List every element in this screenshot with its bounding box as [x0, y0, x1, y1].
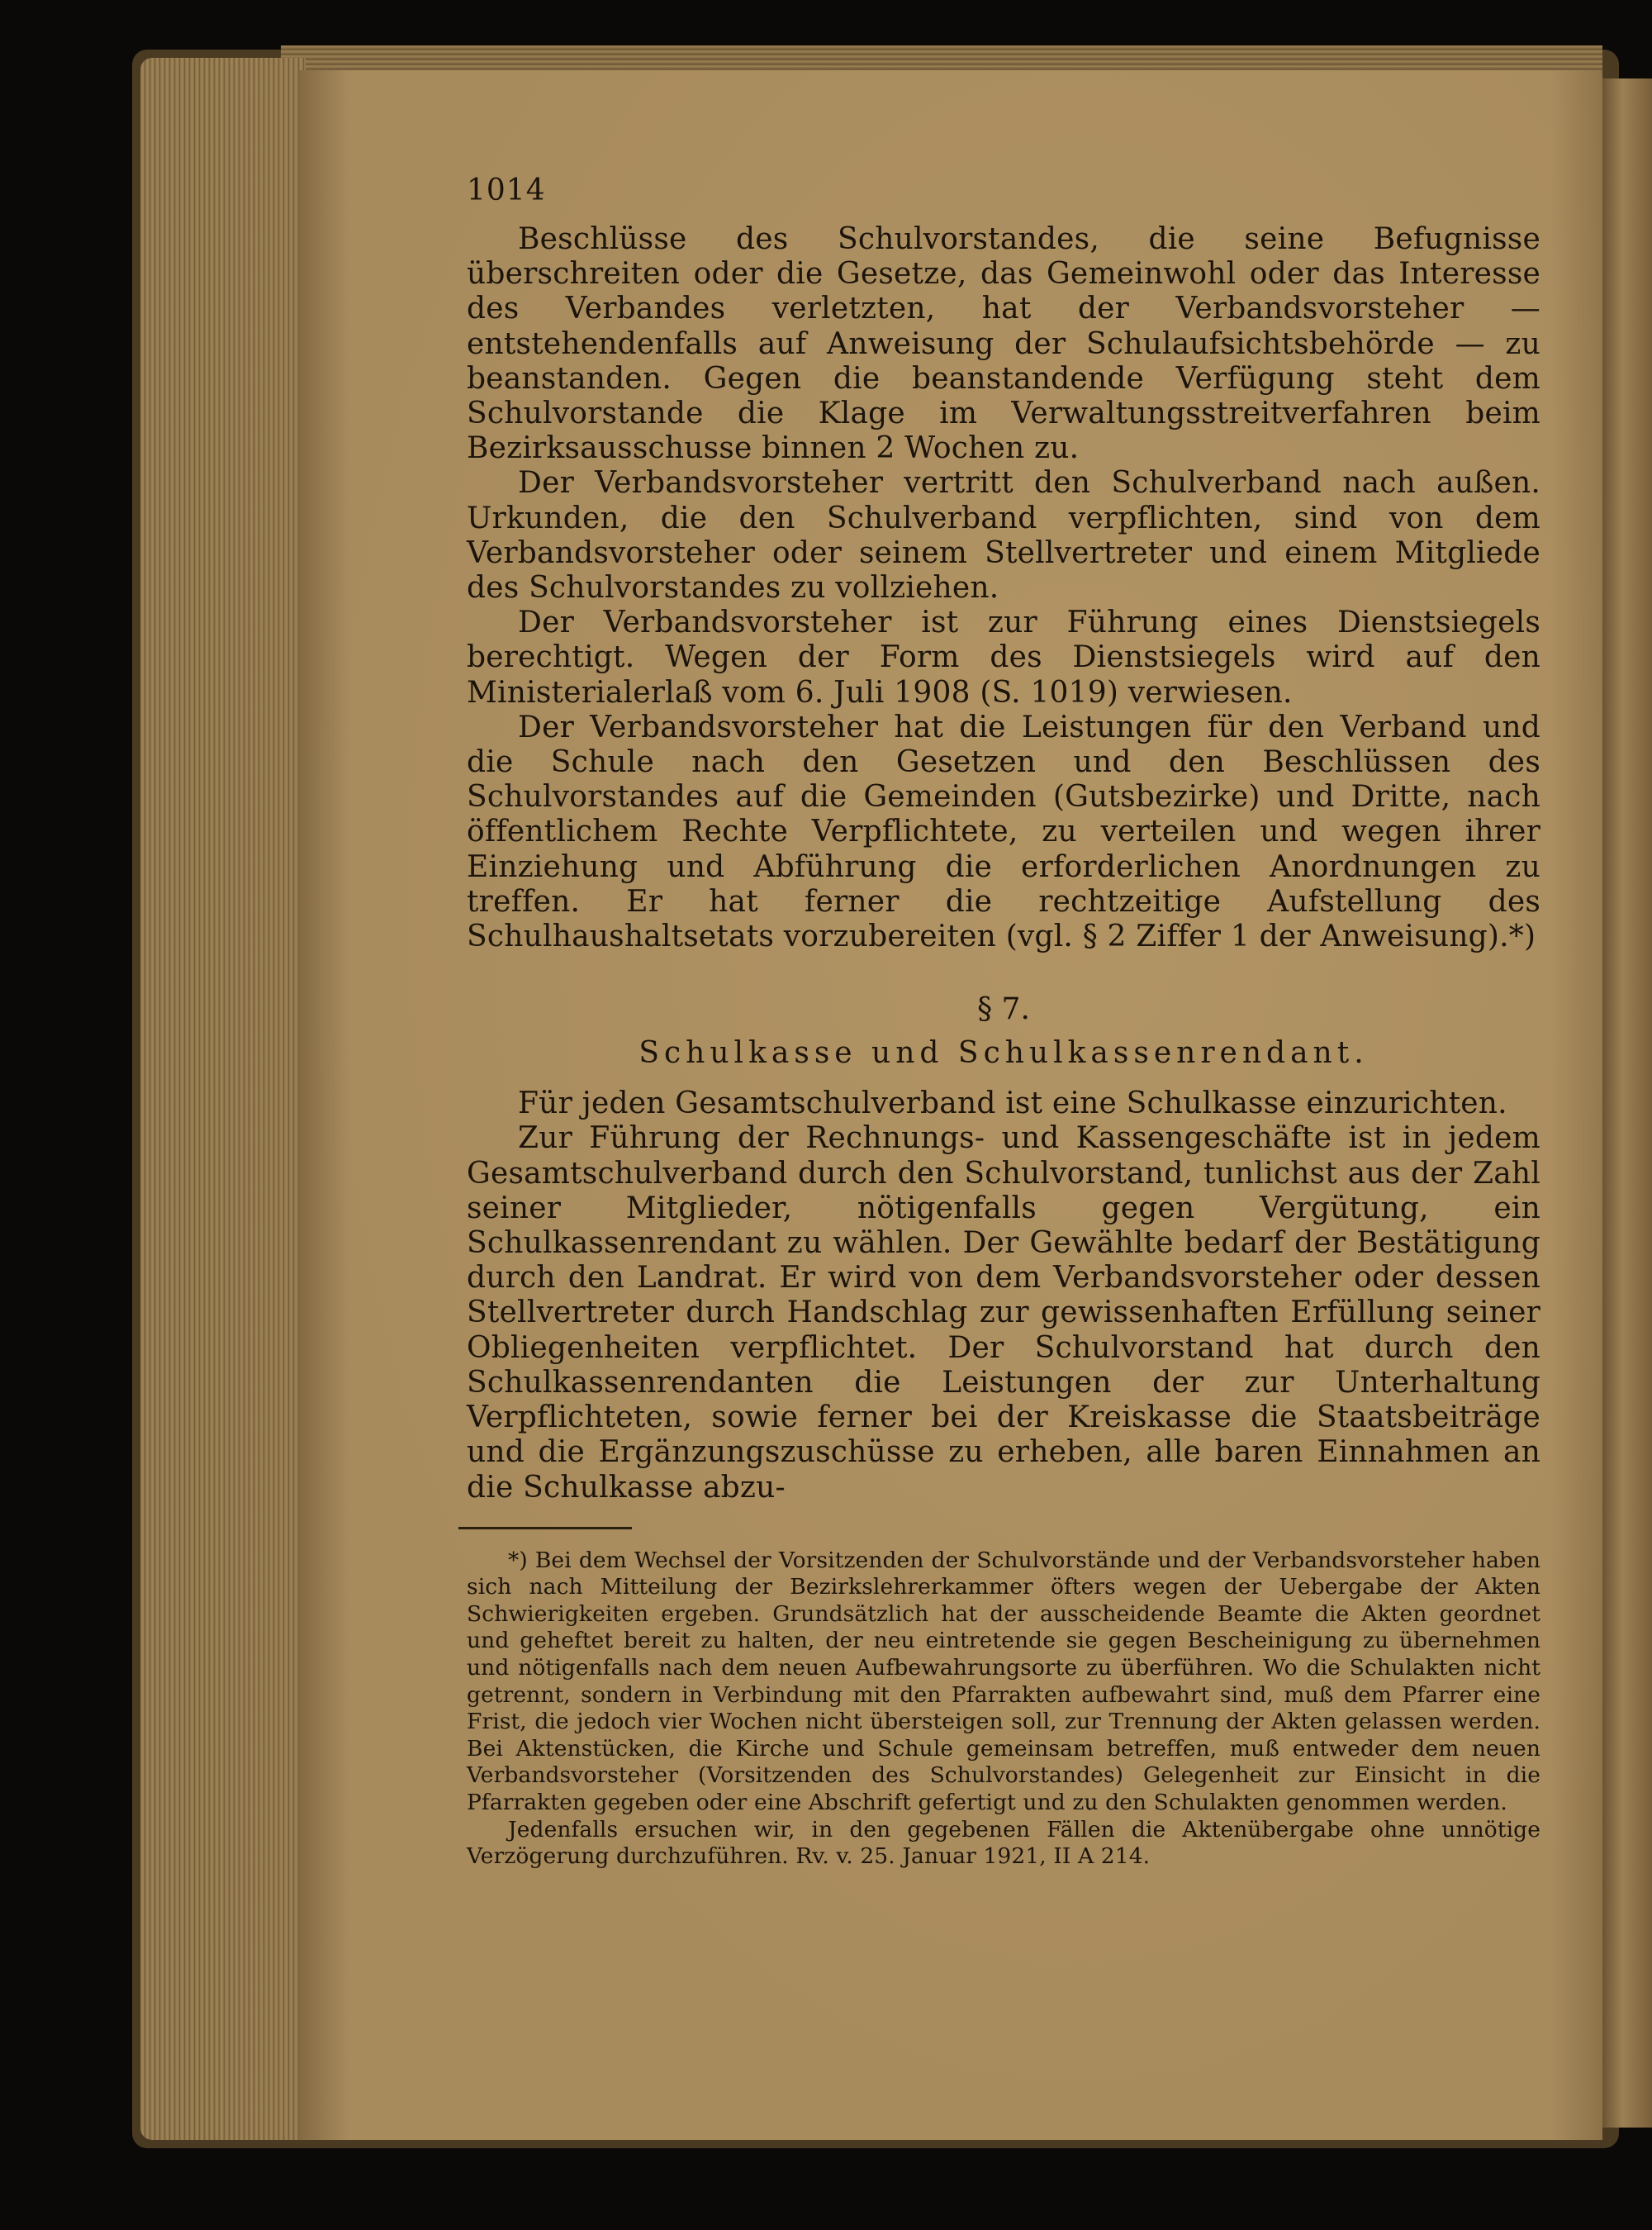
facing-page-edge	[1602, 78, 1652, 2128]
paragraph-3: Der Verbandsvorsteher ist zur Führung eines Dienstsiegels berechtigt. Wegen der Form des Dienstsiegels wird auf den Ministerialerlaß vom 6. Juli 1908 (S. 1019) verwiesen.	[467, 606, 1540, 710]
section-paragraph-2: Zur Führung der Rechnungs- und Kassengeschäfte ist in jedem Gesamtschulverband durch den Schulvorstand, tunlichst aus der Zahl seiner Mitglieder, nötigenfalls gegen Vergütung, ein Schulkassenrendant zu wählen. Der Gewählte bedarf der Bestätigung durch den Landrat. Er wird von dem Verbandsvorsteher oder dessen Stellvertreter durch Handschlag zur gewissenhaften Erfüllung seiner Obliegenheiten verpflichtet. Der Schulvorstand hat durch den Schulkassenrendanten die Leistungen der zur Unterhaltung Verpflichteten, sowie ferner bei der Kreiskasse die Staatsbeiträge und die Ergänzungszuschüsse zu erheben, alle baren Einnahmen an die Schulkasse abzu-	[467, 1121, 1540, 1505]
section-paragraph-1: Für jeden Gesamtschulverband ist eine Schulkasse einzurichten.	[518, 1086, 1507, 1121]
paragraph-4: Der Verbandsvorsteher hat die Leistungen für den Verband und die Schule nach den Gesetzen und den Beschlüssen des Schulvorstandes auf die Gemeinden (Gutsbezirke) und Dritte, nach öffentlichem Rechte Verpflichtete, zu verteilen und wegen ihrer Einziehung und Abführung die erforderlichen Anordnungen zu treffen. Er hat ferner die rechtzeitige Aufstellung des Schulhaushaltsetats vorzubereiten (vgl. § 2 Ziffer 1 der Anweisung).*)	[467, 710, 1540, 954]
footnote-2: Jedenfalls ersuchen wir, in den gegebenen Fällen die Aktenübergabe ohne unnötige Verzögerung durchzuführen. Rv. v. 25. Januar 1921, II A 214.	[467, 1816, 1540, 1870]
page-content	[467, 174, 1540, 1871]
section-number: § 7.	[977, 992, 1030, 1027]
section-title: Schulkasse und Schulkassenrendant.	[638, 1036, 1369, 1071]
page-number: 1014	[467, 174, 546, 207]
paragraph-1: Beschlüsse des Schulvorstandes, die seine Befugnisse überschreiten oder die Gesetze, das Gemeinwohl oder das Interesse des Verbandes verletzten, hat der Verbandsvorsteher — entstehendenfalls auf Anweisung der Schulaufsichtsbehörde — zu beanstanden. Gegen die beanstandende Verfügung steht dem Schulvorstande die Klage im Verwaltungsstreitverfahren beim Bezirksausschusse binnen 2 Wochen zu.	[467, 222, 1540, 466]
footnote-divider	[458, 1527, 632, 1529]
paragraph-2: Der Verbandsvorsteher vertritt den Schulverband nach außen. Urkunden, die den Schulverband verpflichten, sind von dem Verbandsvorsteher oder seinem Stellvertreter und einem Mitgliede des Schulvorstandes zu vollziehen.	[467, 466, 1540, 606]
book-page	[297, 70, 1602, 2140]
footnote-1: *) Bei dem Wechsel der Vorsitzenden der Schulvorstände und der Verbandsvorsteher haben sich nach Mitteilung der Bezirkslehrerkammer öfters wegen der Uebergabe der Akten Schwierigkeiten ergeben. Grundsätzlich hat der ausscheidende Beamte die Akten geordnet und geheftet bereit zu halten, der neu eintretende sie gegen Bescheinigung zu übernehmen und nötigenfalls nach dem neuen Aufbewahrungsorte zu überführen. Wo die Schulakten nicht getrennt, sondern in Verbindung mit den Pfarrakten aufbewahrt sind, muß dem Pfarrer eine Frist, die jedoch vier Wochen nicht übersteigen soll, zur Trennung der Akten gelassen werden. Bei Aktenstücken, die Kirche und Schule gemeinsam betreffen, muß entweder dem neuen Verbandsvorsteher (Vorsitzenden des Schulvorstandes) Gelegenheit zur Einsicht in die Pfarrakten gegeben oder eine Abschrift gefertigt und zu den Schulakten genommen werden.	[467, 1547, 1540, 1816]
book-page-edges	[140, 58, 306, 2140]
